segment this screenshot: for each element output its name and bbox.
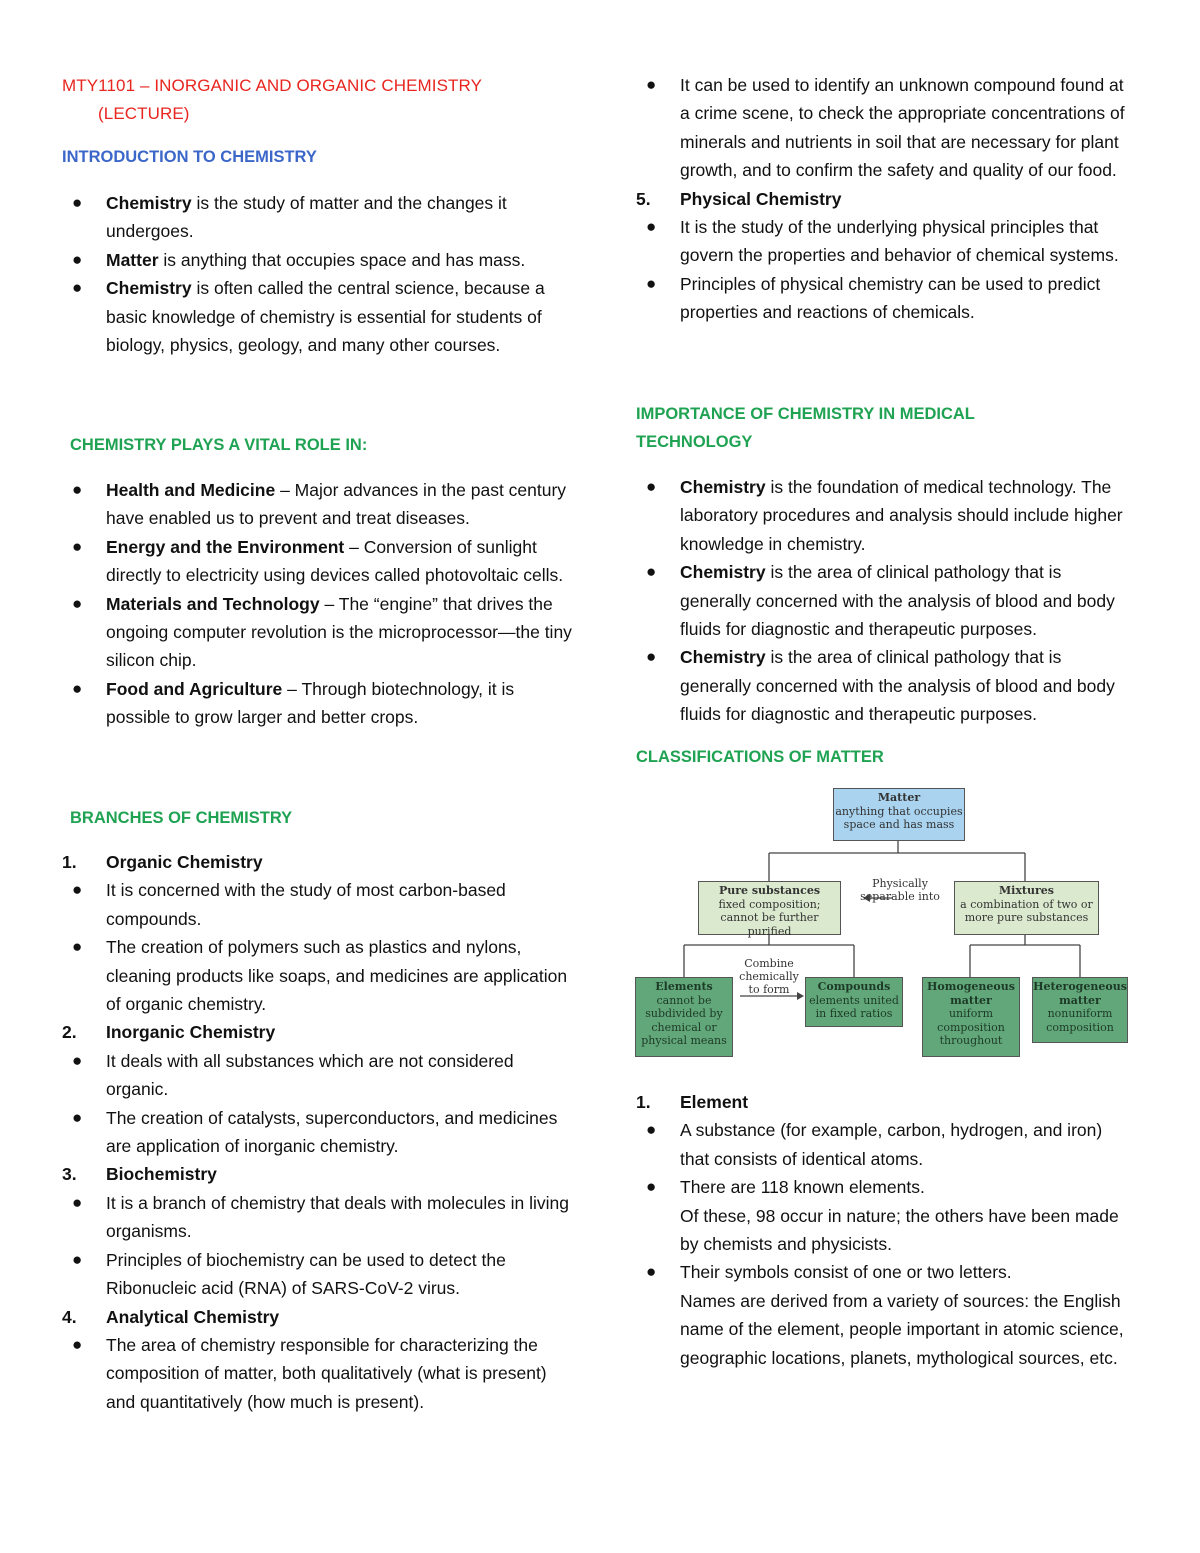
bullet-icon: ● [72, 1050, 83, 1070]
bullet-icon: ● [72, 937, 83, 957]
bullet-icon: ● [72, 880, 83, 900]
list-item: ● Chemistry is the area of clinical pathology that is generally concerned with the analysis of blood and body fluids for diagnostic and therapeutic purposes. [636, 643, 1136, 728]
title-line-1: MTY1101 – INORGANIC AND ORGANIC CHEMISTRY [62, 76, 483, 95]
bullet-icon: ● [646, 217, 657, 237]
bullet-icon: ● [72, 1192, 83, 1212]
list-item: ● It is a branch of chemistry that deals with molecules in living organisms. [62, 1189, 572, 1246]
mixtures-box: Mixtures a combination of two or more pure substances [954, 881, 1099, 935]
branch-biochemistry: 3. Biochemistry [62, 1164, 217, 1185]
list-item: ● It deals with all substances which are not considered organic. [62, 1047, 572, 1104]
bullet-icon: ● [72, 1334, 83, 1354]
list-item: ● Principles of physical chemistry can be used to predict properties and reactions of chemicals. [636, 270, 1136, 327]
bullet-icon: ● [646, 562, 657, 582]
branch-organic: 1. Organic Chemistry [62, 852, 263, 872]
list-item: ● It can be used to identify an unknown compound found at a crime scene, to check the appropriate concentrations of minerals and nutrients in soil that are necessary for plant growth, and to confirm the safety and quality of our food. [636, 71, 1136, 185]
list-item: ● The area of chemistry responsible for characterizing the composition of matter, both qualitatively (what is present) and quantitatively (how much is present). [62, 1331, 572, 1416]
list-item: ● There are 118 known elements. Of these, 98 occur in nature; the others have been made by chemists and physicists. [636, 1173, 1136, 1258]
list-item: ● A substance (for example, carbon, hydrogen, and iron) that consists of identical atoms. [636, 1116, 1136, 1173]
matter-classification-diagram [632, 785, 1137, 1075]
bullet-icon: ● [72, 536, 83, 556]
intro-list [62, 189, 572, 359]
classification-heading: CLASSIFICATIONS OF MATTER [636, 748, 884, 766]
branch-analytical: 4. Analytical Chemistry [62, 1306, 280, 1327]
pure-substances-box: Pure substances fixed composition; cannot be further purified [698, 881, 841, 935]
branches-list [62, 848, 572, 1416]
bullet-icon: ● [72, 1249, 83, 1269]
list-item: ● It is concerned with the study of most carbon-based compounds. [62, 876, 572, 933]
list-item: ● Chemistry is the foundation of medical technology. The laboratory procedures and analysis should include higher knowledge in chemistry. [636, 473, 1136, 558]
bullet-icon: ● [72, 193, 83, 212]
list-item: ● Chemistry is the area of clinical pathology that is generally concerned with the analysis of blood and body fluids for diagnostic and therapeutic purposes. [636, 558, 1136, 643]
importance-list [636, 473, 1136, 729]
bullet-icon: ● [646, 647, 657, 667]
branch-physical: 5. Physical Chemistry [636, 188, 842, 209]
analytical-continued-list [636, 71, 1136, 327]
branches-heading: BRANCHES OF CHEMISTRY [70, 809, 293, 827]
bullet-icon: ● [646, 273, 657, 293]
element-list [636, 1088, 1136, 1372]
roles-list [62, 476, 572, 732]
list-item: ● Their symbols consist of one or two letters. Names are derived from a variety of sources: the English name of the element, people important in atomic science, geographic locations, planets, mythological sources, etc. [636, 1258, 1136, 1372]
list-item: ● Health and Medicine – Major advances in the past century have enabled us to prevent and treat diseases. [62, 476, 572, 533]
bullet-icon: ● [646, 477, 657, 496]
list-item: ● The creation of catalysts, superconductors, and medicines are application of inorganic chemistry. [62, 1104, 572, 1161]
matter-box: Matter anything that occupies space and has mass [833, 788, 965, 841]
bullet-icon: ● [72, 678, 83, 698]
physically-separable-note: Physically separable into [860, 877, 940, 903]
elements-box: Elements cannot be subdivided by chemical or physical means [635, 977, 733, 1057]
list-item: ● Chemistry is the study of matter and the changes it undergoes. [62, 189, 572, 246]
list-item: ● Principles of biochemistry can be used to detect the Ribonucleic acid (RNA) of SARS-CoV-2 virus. [62, 1246, 572, 1303]
list-item: ● Chemistry is often called the central science, because a basic knowledge of chemistry is essential for students of biology, physics, geology, and many other courses. [62, 274, 572, 359]
intro-heading: INTRODUCTION TO CHEMISTRY [62, 148, 317, 166]
compounds-box: Compounds elements united in fixed ratios [805, 977, 903, 1027]
list-item: ● It is the study of the underlying physical principles that govern the properties and behavior of chemical systems. [636, 213, 1136, 270]
list-item: ● Matter is anything that occupies space and has mass. [62, 246, 572, 274]
element-heading: 1. Element [636, 1092, 749, 1112]
combine-chemically-note: Combine chemically to form [739, 957, 799, 996]
bullet-icon: ● [72, 480, 83, 499]
role-heading: CHEMISTRY PLAYS A VITAL ROLE IN: [70, 436, 368, 454]
list-item: ● Materials and Technology – The “engine” that drives the ongoing computer revolution is the microprocessor—the tiny silicon chip. [62, 590, 572, 675]
list-item: ● Energy and the Environment – Conversion of sunlight directly to electricity using devices called photovoltaic cells. [62, 533, 572, 590]
bullet-icon: ● [72, 278, 83, 298]
bullet-icon: ● [646, 1262, 657, 1282]
bullet-icon: ● [72, 249, 83, 269]
bullet-icon: ● [646, 75, 657, 94]
bullet-icon: ● [72, 1107, 83, 1127]
bullet-icon: ● [646, 1120, 657, 1140]
title-line-2: (LECTURE) [98, 104, 190, 123]
bullet-icon: ● [72, 593, 83, 613]
list-item: ● The creation of polymers such as plastics and nylons, cleaning products like soaps, and medicines are application of organic chemistry. [62, 933, 572, 1018]
branch-inorganic: 2. Inorganic Chemistry [62, 1022, 276, 1043]
importance-heading: IMPORTANCE OF CHEMISTRY IN MEDICAL TECHNOLOGY [636, 405, 975, 451]
bullet-icon: ● [646, 1177, 657, 1197]
heterogeneous-box: Heterogeneous matter nonuniform composition [1032, 977, 1128, 1043]
homogeneous-box: Homogeneous matter uniform composition throughout [922, 977, 1020, 1057]
list-item: ● Food and Agriculture – Through biotechnology, it is possible to grow larger and better crops. [62, 675, 572, 732]
